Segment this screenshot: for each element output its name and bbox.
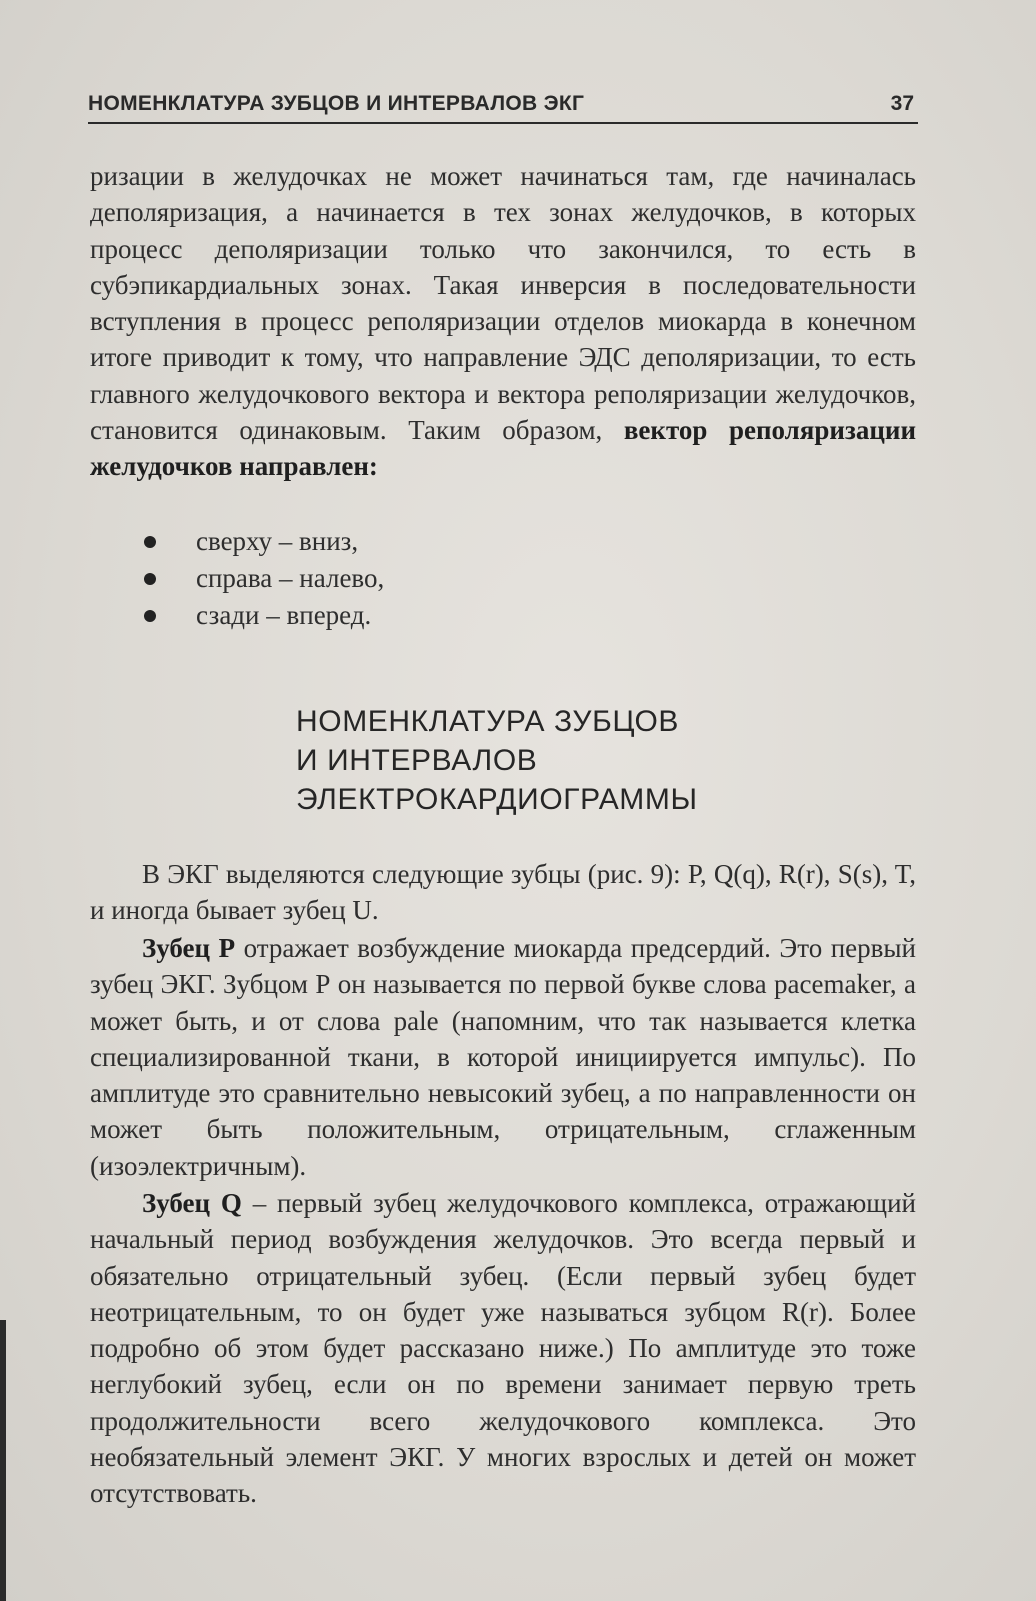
paragraph-bold-text: вектор реполяризации желудочков направлен: <box>90 415 916 482</box>
list-item: сзади – вперед. <box>140 597 384 634</box>
bullet-icon <box>144 573 156 585</box>
term-q-wave: Зубец Q <box>142 1188 242 1218</box>
paragraph-continuation <box>90 158 916 485</box>
direction-list <box>140 523 384 634</box>
heading-line: И ИНТЕРВАЛОВ <box>296 744 538 777</box>
paragraph-waves-list: В ЭКГ выделяются следующие зубцы (рис. 9): P, Q(q), R(r), S(s), T, и иногда бывает зубец U. <box>90 859 916 926</box>
section-heading <box>296 702 816 819</box>
list-item: сверху – вниз, <box>140 523 384 560</box>
bullet-icon <box>144 610 156 622</box>
paragraph-text: ризации в желудочках не может начинаться там, где начиналась деполяризация, а начинается в тех зонах желудочков, в которых процесс деполяризации только что закончился, то есть в субэпикардиальных зонах. Такая инверсия в последовательности вступления в процесс реполяризации отделов миокарда в конечном итоге приводит к тому, что направление ЭДС деполяризации, то есть главного желудочкового вектора и вектора реполяризации желудочков, становится одинаковым. Таким образом, <box>90 161 916 446</box>
bullet-icon <box>144 536 156 548</box>
running-header <box>88 88 918 124</box>
heading-line: ЭЛЕКТРОКАРДИОГРАММЫ <box>296 783 698 816</box>
list-item: справа – налево, <box>140 560 384 597</box>
heading-line: НОМЕНКЛАТУРА ЗУБЦОВ <box>296 705 680 738</box>
page-edge-shadow <box>0 1320 6 1601</box>
paragraph-q-wave: Зубец Q – первый зубец желудочкового комплекса, отражающий начальный период возбуждения желудочков. Это всегда первый и обязательно отрицательный зубец. (Если первый зубец будет неотрицательным, то он будет уже называться зубцом R(r). Более подробно об этом будет рассказано ниже.) По амплитуде это тоже неглубокий зубец, если он по времени занимает первую треть продолжительности всего желудочкового комплекса. Это необязательный элемент ЭКГ. У многих взрослых и детей он может отсутствовать. <box>90 1188 916 1509</box>
header-title: НОМЕНКЛАТУРА ЗУБЦОВ И ИНТЕРВАЛОВ ЭКГ <box>88 92 585 115</box>
term-p-wave: Зубец Р <box>142 933 236 963</box>
page-number: 37 <box>890 92 914 115</box>
paragraph-p-wave: Зубец Р отражает возбуждение миокарда предсердий. Это первый зубец ЭКГ. Зубцом Р он называется по первой букве слова pacemaker, а может быть, и от слова pale (напомним, что так называется клетка специализированной ткани, в которой инициируется импульс). По амплитуде это сравнительно невысокий зубец, а по направленности он может быть положительным, отрицательным, сглаженным (изоэлектричным). <box>90 933 916 1181</box>
